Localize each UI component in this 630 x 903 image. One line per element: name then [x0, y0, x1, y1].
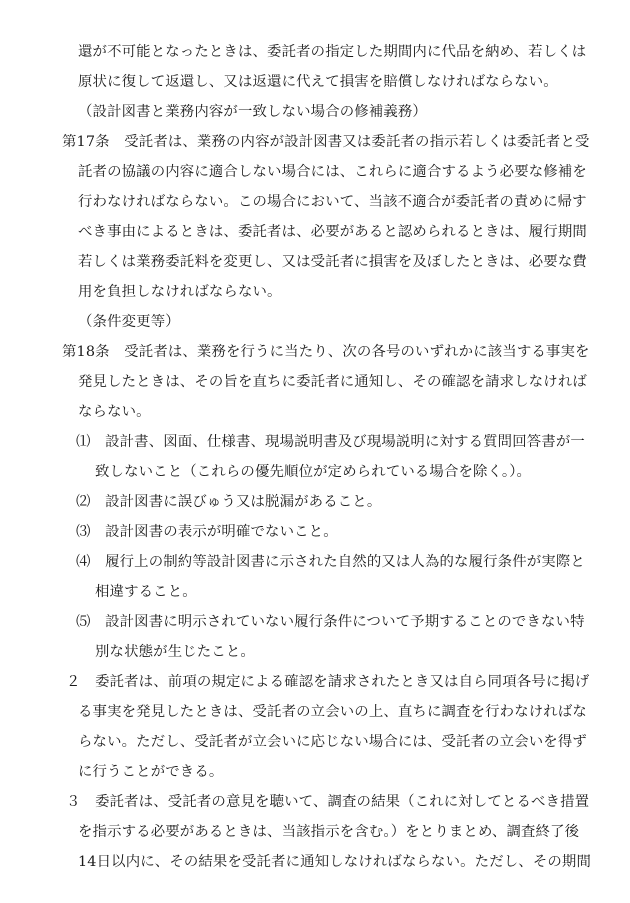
text-line: に行うことができる。 — [78, 764, 224, 780]
text-line: 相違すること。 — [95, 584, 197, 600]
text-line: 致しないこと（これらの優先順位が定められている場合を除く。）。 — [95, 464, 532, 480]
text-line: 行わなければならない。この場合において、当該不適合が委託者の責めに帰す — [78, 194, 587, 210]
text-line: 還が不可能となったときは、委託者の指定した期間内に代品を納め、若しくは — [78, 44, 587, 60]
paragraph-3: ３ 委託者は、受託者の意見を聴いて、調査の結果（これに対してとるべき措置 — [66, 794, 590, 810]
list-item-1: ⑴ 設計書、図面、仕様書、現場説明書及び現場説明に対する質問回答書が一 — [76, 434, 585, 450]
article-17-heading: 第17条 受託者は、業務の内容が設計図書又は委託者の指示若しくは委託者と受 — [62, 134, 590, 150]
text-line: る事実を発見したときは、受託者の立会いの上、直ちに調査を行わなければな — [78, 704, 587, 720]
text-line: を指示する必要があるときは、当該指示を含む。）をとりまとめ、調査終了後 — [78, 824, 580, 840]
text-line: らない。ただし、受託者が立会いに応じない場合には、受託者の立会いを得ず — [78, 734, 587, 750]
text-line: 別な状態が生じたこと。 — [95, 644, 255, 660]
text-line: 原状に復して返還し、又は返還に代えて損害を賠償しなければならない。 — [78, 74, 558, 90]
text-line: 託者の協議の内容に適合しない場合には、これらに適合するよう必要な修補を — [78, 164, 587, 180]
section-heading: （条件変更等） — [78, 314, 180, 330]
list-item-3: ⑶ 設計図書の表示が明確でないこと。 — [76, 524, 338, 540]
list-item-2: ⑵ 設計図書に誤びゅう又は脱漏があること。 — [76, 494, 382, 510]
text-line: べき事由によるときは、委託者は、必要があると認められるときは、履行期間 — [78, 224, 587, 240]
list-item-5: ⑸ 設計図書に明示されていない履行条件について予期することのできない特 — [76, 614, 585, 630]
article-18-heading: 第18条 受託者は、業務を行うに当たり、次の各号のいずれかに該当する事実を — [62, 344, 590, 360]
text-line: 発見したときは、その旨を直ちに委託者に通知し、その確認を請求しなければ — [78, 374, 587, 390]
paragraph-2: ２ 委託者は、前項の規定による確認を請求されたとき又は自ら同項各号に掲げ — [66, 674, 590, 690]
text-line: ならない。 — [78, 404, 151, 420]
list-item-4: ⑷ 履行上の制約等設計図書に示された自然的又は人為的な履行条件が実際と — [76, 554, 585, 570]
text-line: 若しくは業務委託料を変更し、又は受託者に損害を及ぼしたときは、必要な費 — [78, 254, 587, 270]
text-line: 用を負担しなければならない。 — [78, 284, 282, 300]
text-line: 14日以内に、その結果を受託者に通知しなければならない。ただし、その期間 — [78, 854, 591, 870]
section-heading: （設計図書と業務内容が一致しない場合の修補義務） — [78, 104, 427, 120]
